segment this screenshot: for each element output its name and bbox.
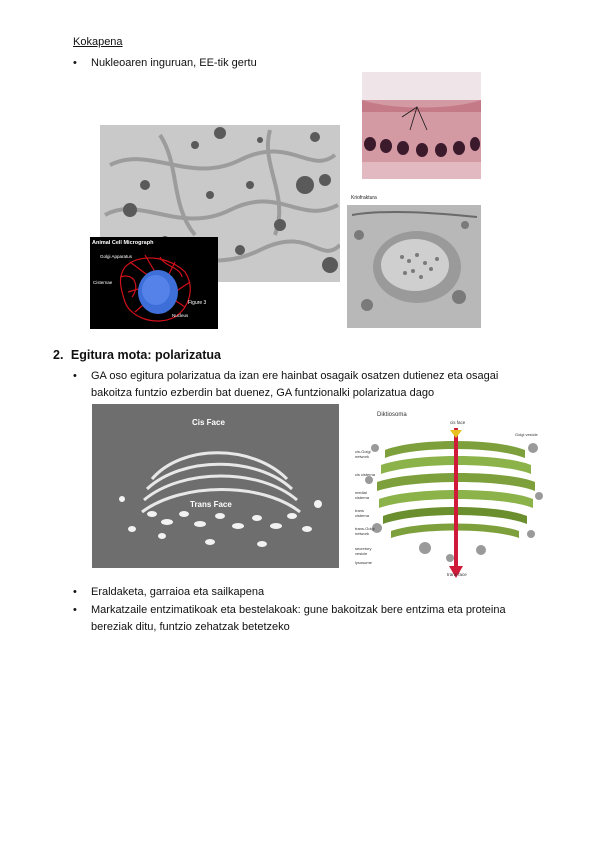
section-number: 2. <box>53 348 64 362</box>
section-title-text: Egitura mota: polarizatua <box>70 348 221 362</box>
cis-cisterna-label: cis cisterna <box>355 472 376 477</box>
polarized-bullet <box>73 368 551 402</box>
transformation-bullet-text: Eraldaketa, garraioa eta sailkapena <box>91 586 265 598</box>
golgi-vesicle-label: Golgi vesicle <box>515 432 538 437</box>
figure-number-label: Figure 3 <box>188 300 207 306</box>
micrograph-title-label: Animal Cell Micrograph <box>92 240 154 246</box>
bullet-dot: • <box>73 604 77 616</box>
dictyosome-diagram <box>355 410 545 582</box>
markers-bullet <box>73 602 551 636</box>
medial-cisterna-label: medial cisterna <box>355 490 370 500</box>
location-heading: Kokapena <box>73 36 123 48</box>
trans-golgi-network-label: trans-Golgi network <box>355 526 375 536</box>
golgi-em-image <box>92 404 339 568</box>
cis-face-label: Cis Face <box>192 418 225 427</box>
location-bullet-text: Nukleoaren inguruan, EE-tik gertu <box>91 57 257 69</box>
polarized-bullet-line-1: GA oso egitura polarizatua da izan ere hainbat osagaik osatzen dutienez eta osagai <box>91 370 499 382</box>
bullet-dot: • <box>73 370 77 382</box>
cisternae-label: Cisternae <box>93 280 113 285</box>
golgi-apparatus-label: Golgi Apparatus <box>100 254 133 259</box>
histology-image <box>362 72 481 179</box>
secretory-vesicle-label: secretory vesicle <box>355 546 372 556</box>
trans-face-small-label: trans face <box>447 572 467 577</box>
trans-face-label: Trans Face <box>190 500 232 509</box>
location-bullet <box>73 55 257 72</box>
freeze-fracture-label: Kriofraktura <box>351 195 377 201</box>
cis-face-small-label: cis face <box>450 420 466 425</box>
dictyosome-label: Diktiosoma <box>377 412 407 418</box>
freeze-fracture-image <box>347 195 481 328</box>
transformation-bullet <box>73 584 265 601</box>
bullet-dot: • <box>73 586 77 598</box>
nucleus-label: Nucleus <box>172 313 189 318</box>
markers-bullet-line-2: bereziak ditu, funtzio zehatzak betetzeko <box>91 621 290 633</box>
polarized-bullet-line-2: bakoitza funtzio ezberdin bat duenez, GA funtzionalki polarizatua dago <box>91 387 435 399</box>
section-2-heading <box>53 348 221 362</box>
bullet-dot: • <box>73 57 77 69</box>
fluorescent-cell-image <box>90 237 218 329</box>
cis-golgi-network-label: cis-Golgi network <box>355 449 371 459</box>
markers-bullet-line-1: Markatzaile entzimatikoak eta bestelakoak: gune bakoitzak bere entzima eta proteina <box>91 604 506 616</box>
trans-cisterna-label: trans cisterna <box>355 508 370 518</box>
lysosome-label: lysosome <box>355 560 372 565</box>
